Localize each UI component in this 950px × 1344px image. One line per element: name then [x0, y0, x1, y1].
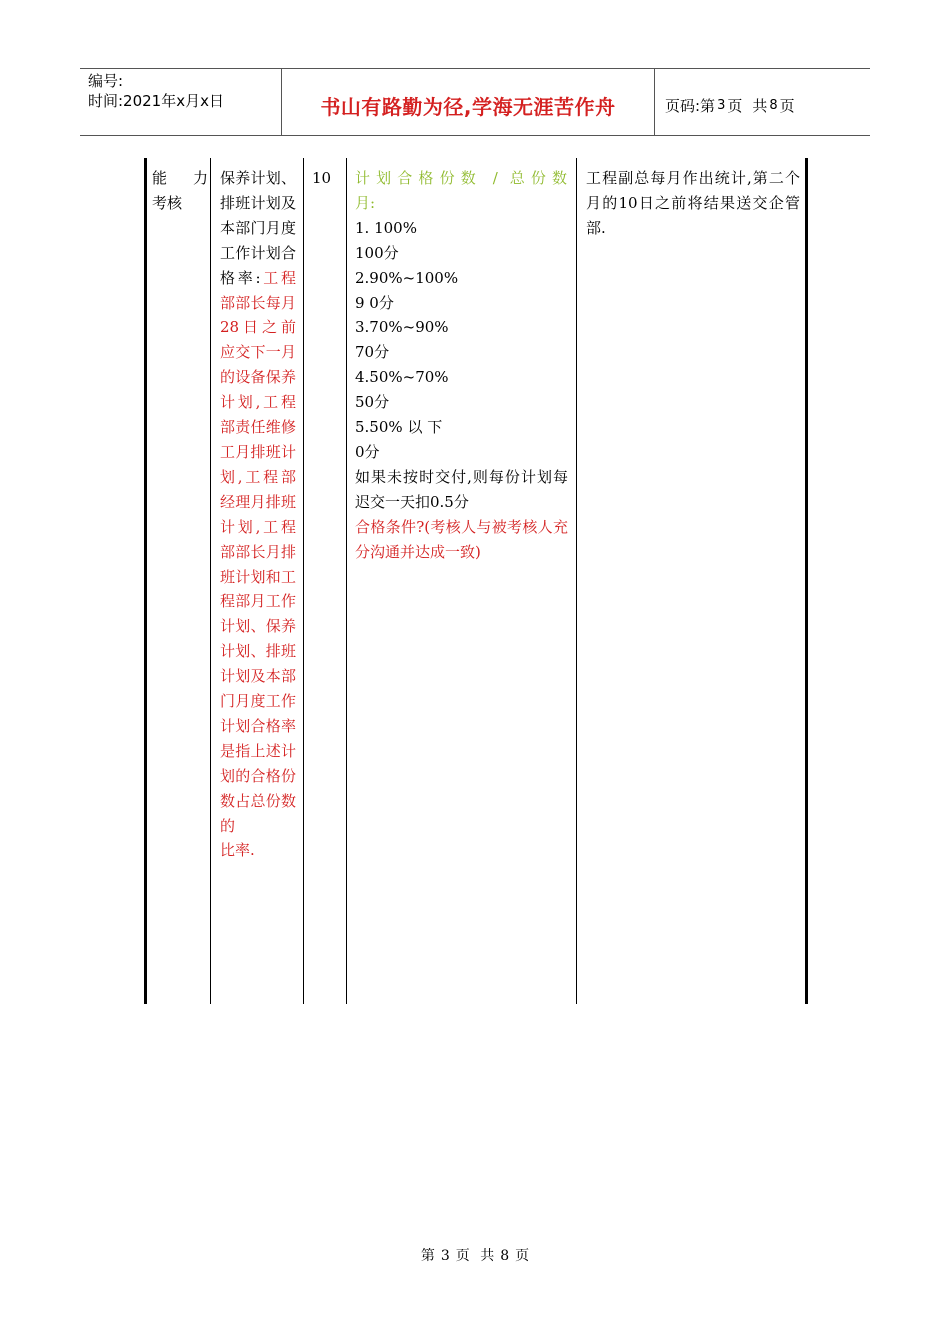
page-current: 3 [717, 97, 726, 113]
score-3-points: 70分 [355, 343, 390, 362]
footer-total-prefix: 共 [480, 1248, 495, 1264]
table-divider-3 [346, 158, 347, 1004]
category-line-2: 考核 [152, 193, 183, 212]
data-source-cell [586, 166, 800, 241]
data-source-text: 工程副总每月作出统计,第二个月的10日之前将结果送交企管部. [586, 169, 800, 237]
weight-cell [312, 166, 342, 191]
score-5-range: 5.50% [355, 418, 403, 437]
category-line-1: 能力 [152, 169, 208, 187]
page-header [80, 68, 870, 136]
footer-total-suffix: 页 [515, 1248, 530, 1264]
table-border-right [805, 158, 808, 1004]
score-5-points: 0分 [355, 442, 380, 461]
score-5-word-1: 以 [407, 418, 423, 437]
formula-line-1: 计划合格份数 / 总份数 [355, 169, 568, 187]
table-divider-2 [303, 158, 304, 1004]
table-divider-1 [210, 158, 211, 1004]
score-4-range: 4.50%~70% [355, 368, 449, 387]
page-suffix: 页 [727, 96, 743, 115]
score-2-points: 9 0分 [355, 293, 394, 312]
footer-page-prefix: 第 [420, 1248, 435, 1264]
header-page-number [655, 69, 870, 135]
footer-page-mid: 页 [455, 1248, 470, 1264]
total-suffix: 页 [779, 96, 795, 115]
item-cell [220, 166, 296, 863]
footer-total-pages: 8 [500, 1248, 510, 1264]
item-title: 保养计划、排班计划及本部门月度工作计划合格率: [220, 169, 296, 287]
late-rule: 如果未按时交付,则每份计划每迟交一天扣0.5分 [355, 467, 568, 511]
scoring-cell [355, 166, 568, 565]
footer-page-current: 3 [440, 1248, 450, 1264]
page-prefix: 页码:第 [665, 96, 716, 115]
page-footer [0, 1246, 950, 1266]
item-definition-end: 比率. [220, 841, 255, 860]
weight-value: 10 [312, 169, 332, 187]
header-motto: 书山有路勤为径,学海无涯苦作舟 [320, 94, 616, 119]
document-time-label: 时间:2021年x月x日 [88, 92, 224, 110]
score-1-index: 1. [355, 218, 370, 237]
formula-line-2: 月: [355, 193, 376, 212]
table-divider-4 [576, 158, 577, 1004]
score-1-range: 100% [374, 218, 417, 237]
qualified-condition: 合格条件?(考核人与被考核人充分沟通并达成一致) [355, 517, 568, 561]
score-5-word-2: 下 [427, 418, 443, 437]
total-prefix: 共 [752, 96, 768, 115]
header-meta [80, 69, 282, 135]
header-motto-cell [281, 69, 655, 135]
item-definition: 工程部部长每月28日之前应交下一月的设备保养计划,工程部责任维修工月排班计划,工程部经理月排班计划,工程部部长月排班计划和工程部月工作计划、保养计划、排班计划及本部门月度工作计划合格率是指上述计划的合格份数占总份数的 [220, 268, 296, 835]
category-cell [152, 166, 208, 216]
score-4-points: 50分 [355, 393, 390, 412]
total-pages: 8 [769, 97, 778, 113]
document-code-label: 编号: [88, 72, 124, 90]
score-2-range: 2.90%~100% [355, 268, 459, 287]
score-row-5 [355, 415, 568, 440]
score-row-1 [355, 216, 568, 241]
score-3-range: 3.70%~90% [355, 318, 449, 337]
assessment-table [144, 158, 808, 1004]
table-border-left [144, 158, 147, 1004]
score-1-points: 100分 [355, 243, 399, 262]
